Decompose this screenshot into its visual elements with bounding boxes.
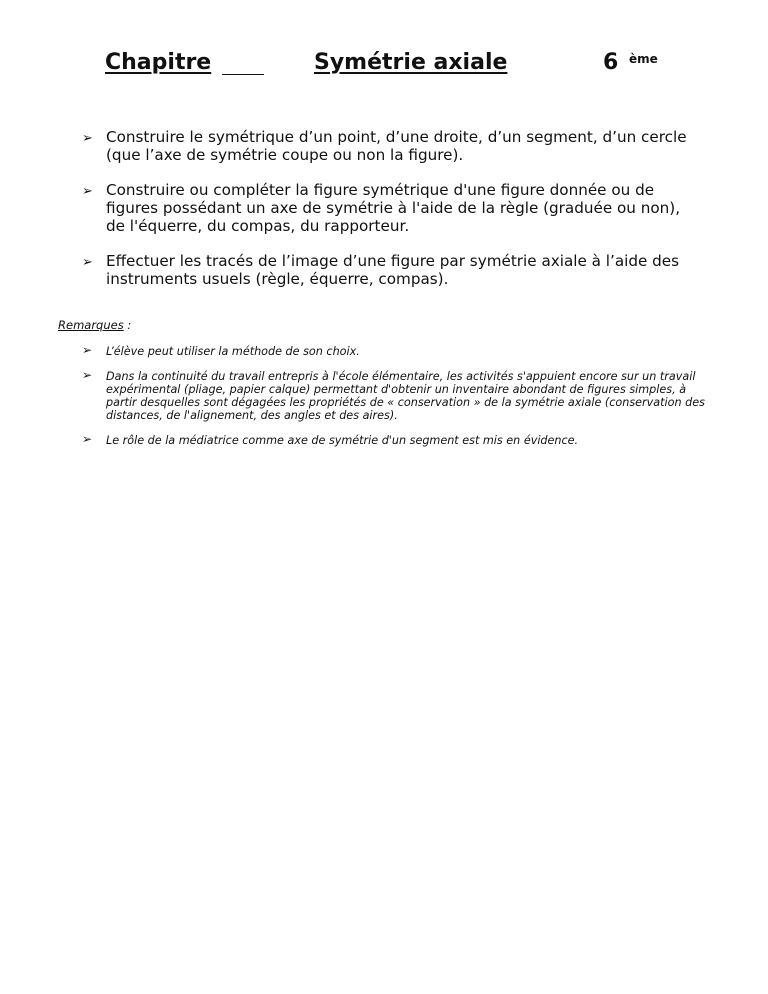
grade-level-superscript: ème bbox=[629, 52, 658, 66]
remark-item bbox=[0, 345, 768, 358]
chapter-blank-line bbox=[222, 74, 264, 75]
remarks-list bbox=[0, 345, 768, 459]
objective-item bbox=[0, 181, 768, 235]
page-title: Symétrie axiale bbox=[314, 50, 508, 75]
page-header bbox=[0, 50, 768, 90]
arrow-bullet-icon: ➢ bbox=[82, 184, 93, 199]
remarks-heading-suffix: : bbox=[123, 318, 132, 332]
grade-level: 6 bbox=[603, 50, 619, 75]
objective-text: Construire le symétrique d’un point, d’une droite, d’un segment, d’un cercle (que l’axe de symétrie coupe ou non la figure). bbox=[106, 128, 687, 164]
arrow-bullet-icon: ➢ bbox=[82, 255, 93, 270]
remark-item bbox=[0, 370, 768, 422]
remark-text: L’élève peut utiliser la méthode de son choix. bbox=[106, 345, 360, 358]
chapter-label: Chapitre bbox=[105, 50, 212, 75]
remark-item bbox=[0, 434, 768, 447]
arrow-bullet-icon: ➢ bbox=[82, 432, 93, 446]
arrow-bullet-icon: ➢ bbox=[82, 343, 93, 357]
arrow-bullet-icon: ➢ bbox=[82, 131, 93, 146]
objective-item bbox=[0, 252, 768, 288]
objective-item bbox=[0, 128, 768, 164]
remark-text: Dans la continuité du travail entrepris à l'école élémentaire, les activités s'appuient encore sur un travail expérimental (pliage, papier calque) permettant d'obtenir un inventaire abondant de figures simples, à partir desquelles sont dégagées les propriétés de « conservation » de la symétrie axiale (conservation des distances, de l'alignement, des angles et des aires). bbox=[106, 370, 705, 422]
remarks-heading bbox=[58, 318, 131, 332]
remarks-heading-label: Remarques bbox=[58, 318, 124, 332]
objective-text: Effectuer les tracés de l’image d’une figure par symétrie axiale à l’aide des instruments usuels (règle, équerre, compas). bbox=[106, 252, 680, 288]
remark-text: Le rôle de la médiatrice comme axe de symétrie d'un segment est mis en évidence. bbox=[106, 434, 579, 447]
objectives-list bbox=[0, 128, 768, 305]
objective-text: Construire ou compléter la figure symétrique d'une figure donnée ou de figures possédant un axe de symétrie à l'aide de la règle (graduée ou non), de l'équerre, du compas, du rapporteur. bbox=[106, 181, 681, 235]
arrow-bullet-icon: ➢ bbox=[82, 368, 93, 382]
